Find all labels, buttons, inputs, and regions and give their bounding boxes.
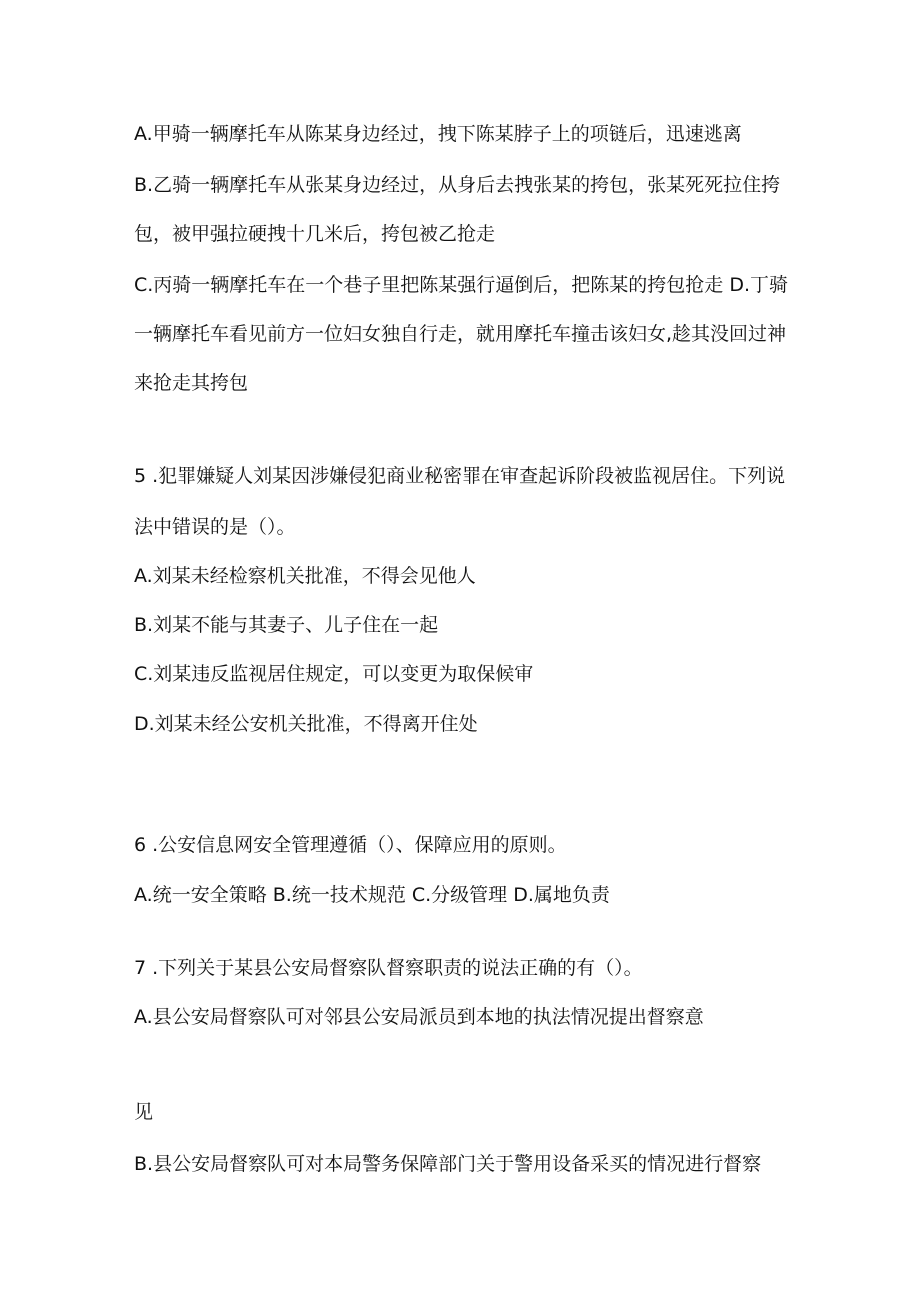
option-b-q5: B.刘某不能与其妻子、儿子住在一起	[134, 614, 439, 636]
option-d-q4-end: 来抢走其挎包	[134, 372, 249, 394]
option-d-q5: D.刘某未经公安机关批准，不得离开住处	[134, 713, 478, 735]
question-6: 6 .公安信息网安全管理遵循（）、保障应用的原则。	[134, 834, 567, 856]
option-c-d-q4: C.丙骑一辆摩托车在一个巷子里把陈某强行逼倒后，把陈某的挎包抢走 D.丁骑	[134, 274, 789, 296]
question-7: 7 .下列关于某县公安局督察队督察职责的说法正确的有（）。	[134, 957, 643, 979]
option-b-q4-continued: 包，被甲强拉硬拽十几米后，挎包被乙抢走	[134, 223, 496, 245]
option-a-q4: A.甲骑一辆摩托车从陈某身边经过，拽下陈某脖子上的项链后，迅速逃离	[134, 123, 742, 145]
options-q6: A.统一安全策略 B.统一技术规范 C.分级管理 D.属地负责	[134, 884, 610, 906]
option-b-q4: B.乙骑一辆摩托车从张某身边经过，从身后去拽张某的挎包，张某死死拉住挎	[134, 174, 781, 196]
option-d-q4-continued: 一辆摩托车看见前方一位妇女独自行走，就用摩托车撞击该妇女,趁其没回过神	[134, 323, 787, 345]
option-a-q7-continued: 见	[134, 1101, 154, 1123]
option-a-q7: A.县公安局督察队可对邻县公安局派员到本地的执法情况提出督察意	[134, 1006, 704, 1028]
option-b-q7: B.县公安局督察队可对本局警务保障部门关于警用设备采买的情况进行督察	[134, 1153, 762, 1175]
option-a-q5: A.刘某未经检察机关批准，不得会见他人	[134, 565, 476, 587]
question-5: 5 .犯罪嫌疑人刘某因涉嫌侵犯商业秘密罪在审查起诉阶段被监视居住。下列说	[134, 465, 786, 487]
option-c-q5: C.刘某违反监视居住规定，可以变更为取保候审	[134, 663, 534, 685]
question-5-continued: 法中错误的是（）。	[134, 516, 296, 538]
